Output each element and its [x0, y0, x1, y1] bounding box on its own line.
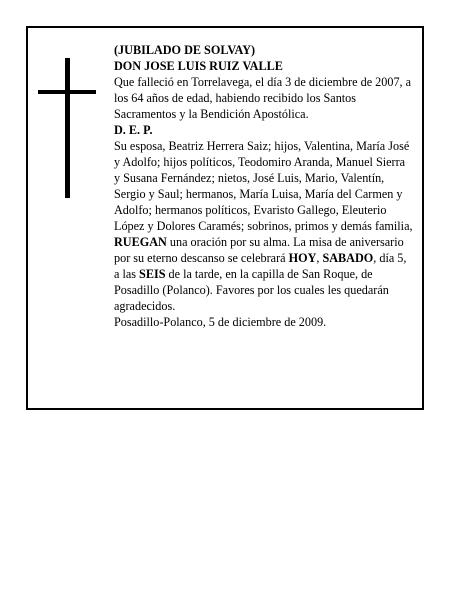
seis-word: SEIS: [139, 267, 166, 281]
obituary-text: [114, 42, 414, 330]
death-info: Que falleció en Torrelavega, el día 3 de diciembre de 2007, a los 64 años de edad, habiendo recibido los Santos Sacramentos y la Bendición Apostólica.: [114, 75, 412, 121]
family-list: Su esposa, Beatriz Herrera Saiz; hijos, Valentina, María José y Adolfo; hijos políticos, Teodomiro Aranda, Manuel Sierra y Susana Fernández; nietos, José Luis, Mario, Valentín, Sergio y Saul; hermanos, María Luisa, María del Carmen y Adolfo; hermanos políticos, Evaristo Gallego, Eleuterio López y Dolores Caramés; sobrinos, primos y demás familia,: [114, 139, 413, 233]
headline-occupation: (JUBILADO DE SOLVAY): [114, 43, 256, 57]
place-date: Posadillo-Polanco, 5 de diciembre de 2009.: [114, 315, 327, 329]
cross-horizontal-bar: [38, 90, 96, 94]
hoy-word: HOY: [288, 251, 317, 265]
cross-vertical-bar: [65, 58, 70, 198]
dep-line: D. E. P.: [114, 123, 153, 137]
mass-request: [114, 234, 414, 314]
headline-name: DON JOSE LUIS RUIZ VALLE: [114, 59, 283, 73]
request-text-4: de la tarde, en la capilla de San Roque, de Posadillo (Polanco). Favores por los cuales les quedarán agradecidos.: [114, 267, 389, 313]
request-text-1: una oración por su alma. La misa de aniversario por su eterno descanso se celebrará: [114, 235, 404, 265]
request-text-3: , día 5, a las: [114, 251, 407, 281]
cross-icon: [38, 58, 96, 198]
obituary-notice: [26, 26, 424, 410]
ruegan-word: RUEGAN: [114, 235, 167, 249]
request-text-2: ,: [316, 251, 323, 265]
sabado-word: SABADO: [322, 251, 374, 265]
